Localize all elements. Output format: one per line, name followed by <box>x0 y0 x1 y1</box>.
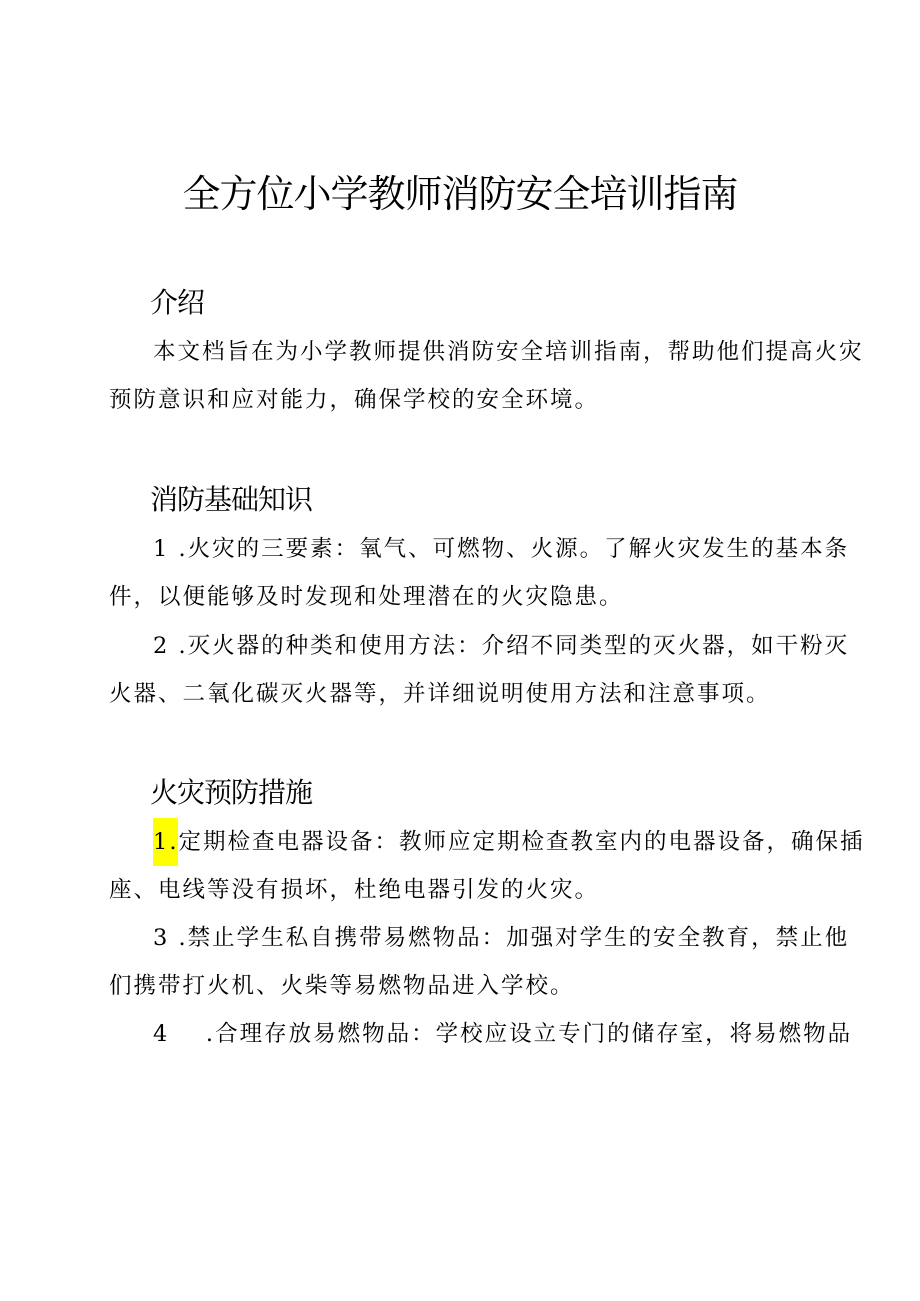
paragraph-line: 本文档旨在为小学教师提供消防安全培训指南，帮助他们提高火灾 <box>153 339 864 365</box>
intro-paragraph <box>109 328 864 424</box>
item-text: .合理存放易燃物品：学校应设立专门的储存室，将易燃物品 <box>169 1021 853 1047</box>
item-number: 2 <box>153 633 170 659</box>
prevention-item-1 <box>109 818 865 914</box>
item-text: .禁止学生私自携带易燃物品：加强对学生的安全教育，禁止他 <box>169 925 850 951</box>
section-heading-prevention: 火灾预防措施 <box>150 776 313 809</box>
paragraph-line <box>109 914 850 962</box>
paragraph-line: 座、电线等没有损坏，杜绝电器引发的火灾。 <box>109 877 600 903</box>
paragraph-line: 们携带打火机、火柴等易燃物品进入学校。 <box>109 973 575 999</box>
item-text: 定期检查电器设备：教师应定期检查教室内的电器设备，确保插 <box>178 829 865 855</box>
prevention-item-4 <box>109 1010 853 1058</box>
basics-item-1 <box>109 525 850 621</box>
document-title: 全方位小学教师消防安全培训指南 <box>182 172 738 216</box>
paragraph-line <box>109 1010 853 1058</box>
paragraph-line <box>109 622 850 670</box>
paragraph-line <box>109 525 850 573</box>
prevention-item-3 <box>109 914 850 1010</box>
paragraph-line: 预防意识和应对能力，确保学校的安全环境。 <box>109 387 600 413</box>
basics-item-2 <box>109 622 850 718</box>
paragraph-line: 件，以便能够及时发现和处理潜在的火灾隐患。 <box>109 584 624 610</box>
section-heading-basics: 消防基础知识 <box>150 483 313 516</box>
highlighted-item-number: 1. <box>153 818 178 866</box>
item-number: 3 <box>153 925 170 951</box>
item-text: .火灾的三要素：氧气、可燃物、火源。了解火灾发生的基本条 <box>169 536 850 562</box>
item-number: 1 <box>153 536 170 562</box>
item-number: 4 <box>153 1021 170 1047</box>
paragraph-line: 火器、二氧化碳灭火器等，并详细说明使用方法和注意事项。 <box>109 681 771 707</box>
item-text: .灭火器的种类和使用方法：介绍不同类型的灭火器，如干粉灭 <box>169 633 850 659</box>
paragraph-line <box>109 818 865 866</box>
section-heading-intro: 介绍 <box>150 286 205 319</box>
